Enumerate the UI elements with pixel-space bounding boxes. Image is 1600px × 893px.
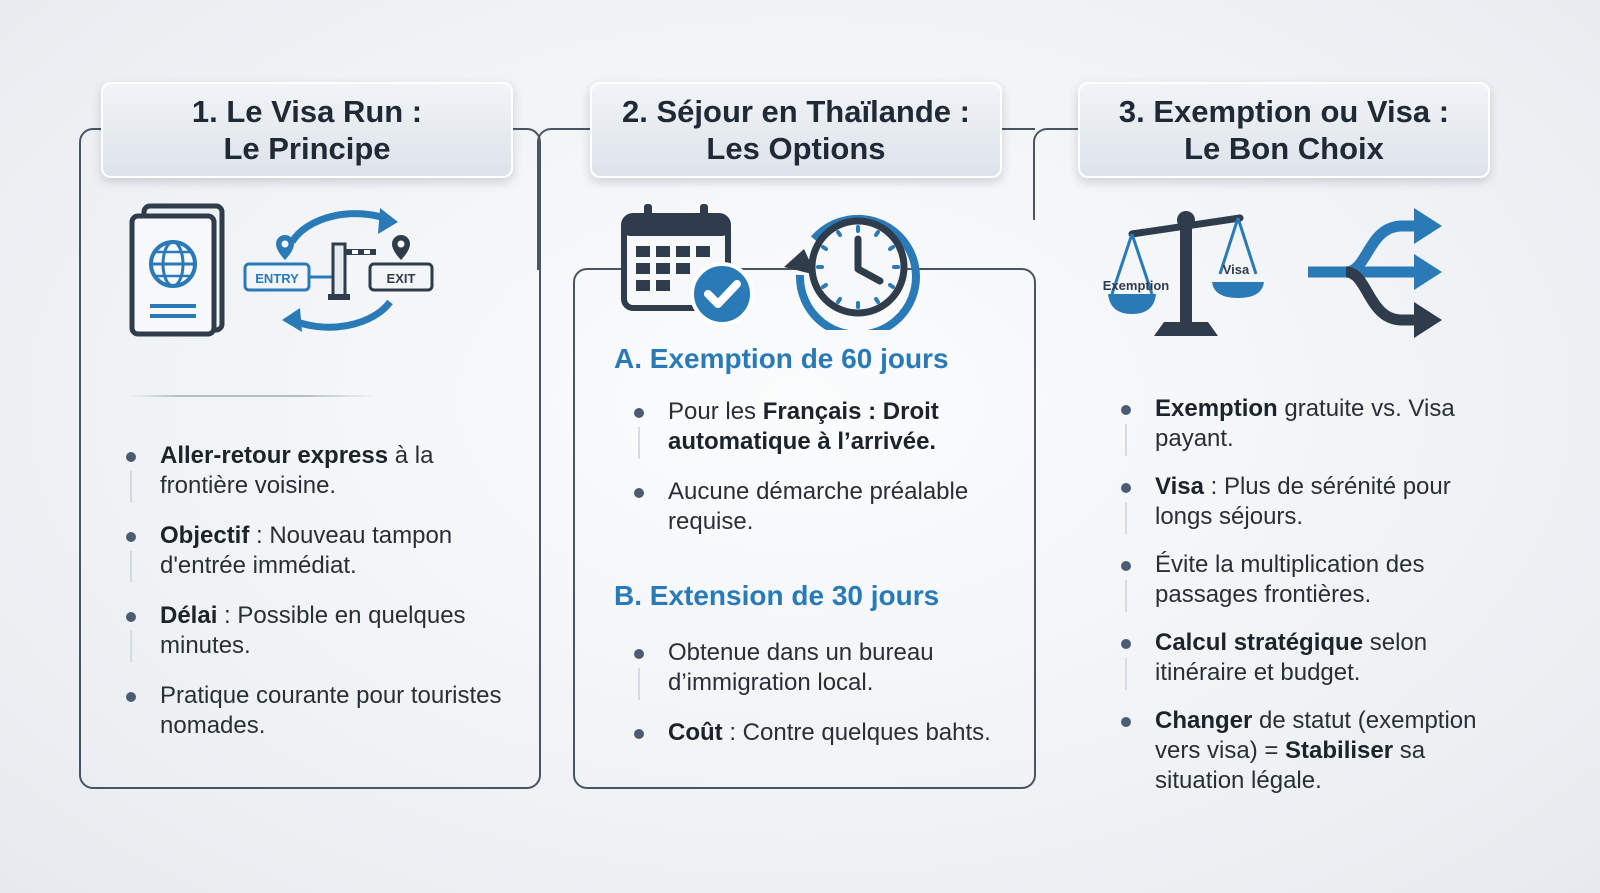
list-item: Pratique courante pour touristes nomades. bbox=[126, 681, 506, 741]
clock-icon bbox=[782, 205, 922, 330]
panel-options-title bbox=[590, 82, 1002, 178]
scale-left-label: Exemption bbox=[1102, 278, 1170, 293]
list-item: Évite la multiplication des passages frontières. bbox=[1121, 550, 1491, 610]
list-item: Coût : Contre quelques bahts. bbox=[634, 718, 1004, 748]
panel-title-line1: 2. Séjour en Thaïlande : bbox=[622, 94, 970, 129]
list-item: Exemption gratuite vs. Visa payant. bbox=[1121, 394, 1491, 454]
calendar-check-icon bbox=[618, 200, 758, 330]
list-item: Aller-retour express à la frontière voisine. bbox=[126, 441, 506, 501]
panel-divider bbox=[128, 395, 378, 397]
scale-right-label: Visa bbox=[1222, 262, 1250, 277]
section-a-bullets bbox=[634, 397, 994, 537]
split-arrows-icon bbox=[1306, 204, 1446, 340]
panel-choice-title bbox=[1078, 82, 1490, 178]
panel-title-line2: Les Options bbox=[706, 131, 886, 166]
panel-title-line2: Le Bon Choix bbox=[1184, 131, 1384, 166]
list-item: Calcul stratégique selon itinéraire et budget. bbox=[1121, 628, 1491, 688]
list-item: Délai : Possible en quelques minutes. bbox=[126, 601, 506, 661]
passport-icon bbox=[128, 202, 228, 337]
list-item: Obtenue dans un bureau d’immigration local. bbox=[634, 638, 1004, 698]
panel-title-line2: Le Principe bbox=[223, 131, 391, 166]
balance-scale-icon bbox=[1098, 198, 1278, 340]
section-b-bullets bbox=[634, 638, 1004, 748]
entry-label: ENTRY bbox=[255, 271, 299, 286]
list-item: Changer de statut (exemption vers visa) = Stabiliser sa situation légale. bbox=[1121, 706, 1491, 796]
panel-title-line1: 3. Exemption ou Visa : bbox=[1118, 94, 1450, 129]
exit-label: EXIT bbox=[386, 271, 416, 286]
section-b-heading: B. Extension de 30 jours bbox=[614, 580, 940, 611]
list-item: Pour les Français : Droit automatique à l’arrivée. bbox=[634, 397, 994, 457]
list-item: Aucune démarche préalable requise. bbox=[634, 477, 994, 537]
panel-title-line1: 1. Le Visa Run : bbox=[191, 94, 423, 129]
list-item: Visa : Plus de sérénité pour longs séjours. bbox=[1121, 472, 1491, 532]
panel-visa-run-title bbox=[101, 82, 513, 178]
list-item: Objectif : Nouveau tampon d'entrée immédiat. bbox=[126, 521, 506, 581]
choice-bullets bbox=[1121, 394, 1491, 796]
border-crossing-icon bbox=[240, 202, 440, 337]
section-a-heading: A. Exemption de 60 jours bbox=[614, 343, 949, 374]
visa-run-bullets bbox=[126, 441, 506, 741]
